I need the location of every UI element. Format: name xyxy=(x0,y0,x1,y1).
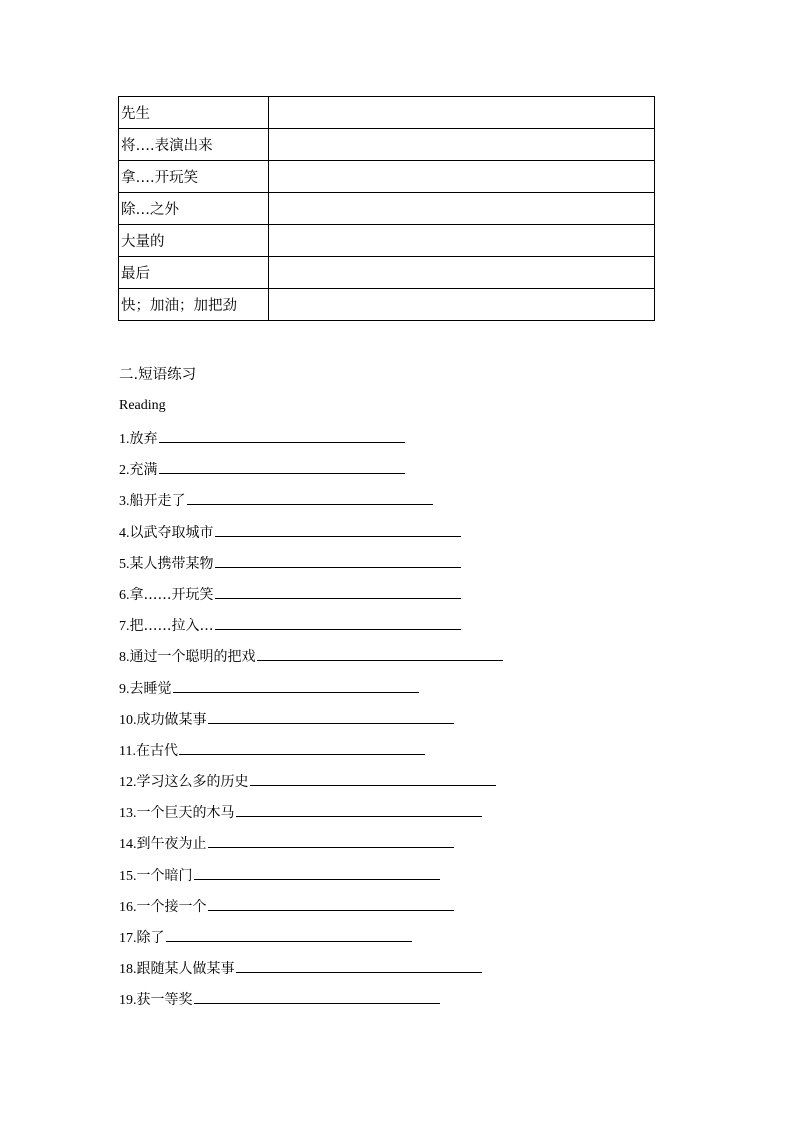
phrase-text: 一个暗门 xyxy=(136,867,193,884)
phrase-item xyxy=(119,954,679,985)
phrase-text: 充满 xyxy=(129,462,158,479)
answer-blank[interactable] xyxy=(208,829,454,848)
phrase-item xyxy=(119,549,679,580)
section-subtitle: Reading xyxy=(119,398,166,413)
answer-blank[interactable] xyxy=(159,424,405,443)
answer-blank[interactable] xyxy=(194,861,440,880)
vocab-row xyxy=(119,193,655,225)
phrase-number: 14. xyxy=(119,837,137,853)
answer-blank[interactable] xyxy=(208,892,454,911)
phrase-text: 成功做某事 xyxy=(136,711,207,728)
phrase-item xyxy=(119,486,679,517)
phrase-number: 10. xyxy=(119,712,137,728)
phrase-item xyxy=(119,518,679,549)
phrase-item xyxy=(119,424,679,455)
phrase-text: 以武夺取城市 xyxy=(129,524,214,541)
answer-blank[interactable] xyxy=(257,642,503,661)
vocab-term: 快；加油；加把劲 xyxy=(119,289,269,321)
vocab-term: 最后 xyxy=(119,257,269,289)
phrase-number: 11. xyxy=(119,743,136,759)
phrase-number: 12. xyxy=(119,775,137,791)
vocab-answer-cell[interactable] xyxy=(269,161,655,193)
answer-blank[interactable] xyxy=(236,954,482,973)
phrase-list xyxy=(119,424,679,1017)
phrase-item xyxy=(119,705,679,736)
phrase-number: 4. xyxy=(119,525,130,541)
phrase-item xyxy=(119,736,679,767)
phrase-number: 16. xyxy=(119,899,137,915)
phrase-text: 一个巨天的木马 xyxy=(136,805,235,822)
phrase-item xyxy=(119,580,679,611)
phrase-text: 某人携带某物 xyxy=(129,555,214,572)
phrase-text: 拿……开玩笑 xyxy=(129,586,214,603)
phrase-practice-section xyxy=(119,362,679,1017)
phrase-item xyxy=(119,767,679,798)
phrase-number: 9. xyxy=(119,681,130,697)
vocab-term: 拿….开玩笑 xyxy=(119,161,269,193)
vocab-term: 除…之外 xyxy=(119,193,269,225)
answer-blank[interactable] xyxy=(159,455,405,474)
answer-blank[interactable] xyxy=(166,923,412,942)
phrase-item xyxy=(119,923,679,954)
answer-blank[interactable] xyxy=(250,767,496,786)
vocab-answer-cell[interactable] xyxy=(269,257,655,289)
answer-blank[interactable] xyxy=(194,985,440,1004)
phrase-number: 17. xyxy=(119,931,137,946)
phrase-text: 在古代 xyxy=(135,742,178,759)
phrase-item xyxy=(119,985,679,1016)
phrase-number: 1. xyxy=(119,432,130,447)
answer-blank[interactable] xyxy=(215,611,461,630)
phrase-item xyxy=(119,892,679,923)
answer-blank[interactable] xyxy=(236,798,482,817)
vocab-answer-cell[interactable] xyxy=(269,225,655,257)
phrase-item xyxy=(119,829,679,860)
phrase-number: 3. xyxy=(119,494,130,510)
phrase-item xyxy=(119,642,679,673)
phrase-number: 18. xyxy=(119,962,137,978)
phrase-text: 跟随某人做某事 xyxy=(136,961,235,978)
phrase-text: 去睡觉 xyxy=(129,680,172,697)
answer-blank[interactable] xyxy=(215,580,461,599)
phrase-item xyxy=(119,861,679,892)
phrase-item xyxy=(119,611,679,642)
phrase-number: 2. xyxy=(119,463,130,479)
phrase-item xyxy=(119,674,679,705)
phrase-item xyxy=(119,798,679,829)
phrase-number: 6. xyxy=(119,587,130,603)
phrase-item xyxy=(119,455,679,486)
phrase-number: 7. xyxy=(119,619,130,635)
answer-blank[interactable] xyxy=(187,486,433,505)
phrase-text: 放弃 xyxy=(129,431,158,447)
vocab-table xyxy=(118,96,655,321)
vocab-term: 将….表演出来 xyxy=(119,129,269,161)
vocab-row xyxy=(119,161,655,193)
vocab-row xyxy=(119,97,655,129)
answer-blank[interactable] xyxy=(179,736,425,755)
phrase-text: 到午夜为止 xyxy=(136,836,207,853)
vocab-row xyxy=(119,225,655,257)
vocab-answer-cell[interactable] xyxy=(269,193,655,225)
vocab-term: 大量的 xyxy=(119,225,269,257)
phrase-text: 学习这么多的历史 xyxy=(136,774,249,791)
phrase-text: 通过一个聪明的把戏 xyxy=(129,649,256,666)
answer-blank[interactable] xyxy=(215,549,461,568)
phrase-text: 把……拉入… xyxy=(129,618,214,635)
vocab-table-body xyxy=(119,97,655,321)
section-title: 二.短语练习 xyxy=(119,367,197,383)
phrase-number: 5. xyxy=(119,556,130,572)
vocab-row xyxy=(119,257,655,289)
vocab-answer-cell[interactable] xyxy=(269,129,655,161)
phrase-text: 一个接一个 xyxy=(136,898,207,915)
vocab-term: 先生 xyxy=(119,97,269,129)
vocab-row xyxy=(119,289,655,321)
vocab-answer-cell[interactable] xyxy=(269,97,655,129)
phrase-number: 8. xyxy=(119,650,130,666)
answer-blank[interactable] xyxy=(173,674,419,693)
answer-blank[interactable] xyxy=(215,518,461,537)
vocab-row xyxy=(119,129,655,161)
answer-blank[interactable] xyxy=(208,705,454,724)
phrase-text: 除了 xyxy=(136,930,165,946)
phrase-text: 获一等奖 xyxy=(136,992,193,1009)
phrase-text: 船开走了 xyxy=(129,493,186,510)
phrase-number: 13. xyxy=(119,806,137,822)
phrase-number: 15. xyxy=(119,868,137,884)
vocab-answer-cell[interactable] xyxy=(269,289,655,321)
phrase-number: 19. xyxy=(119,993,137,1009)
